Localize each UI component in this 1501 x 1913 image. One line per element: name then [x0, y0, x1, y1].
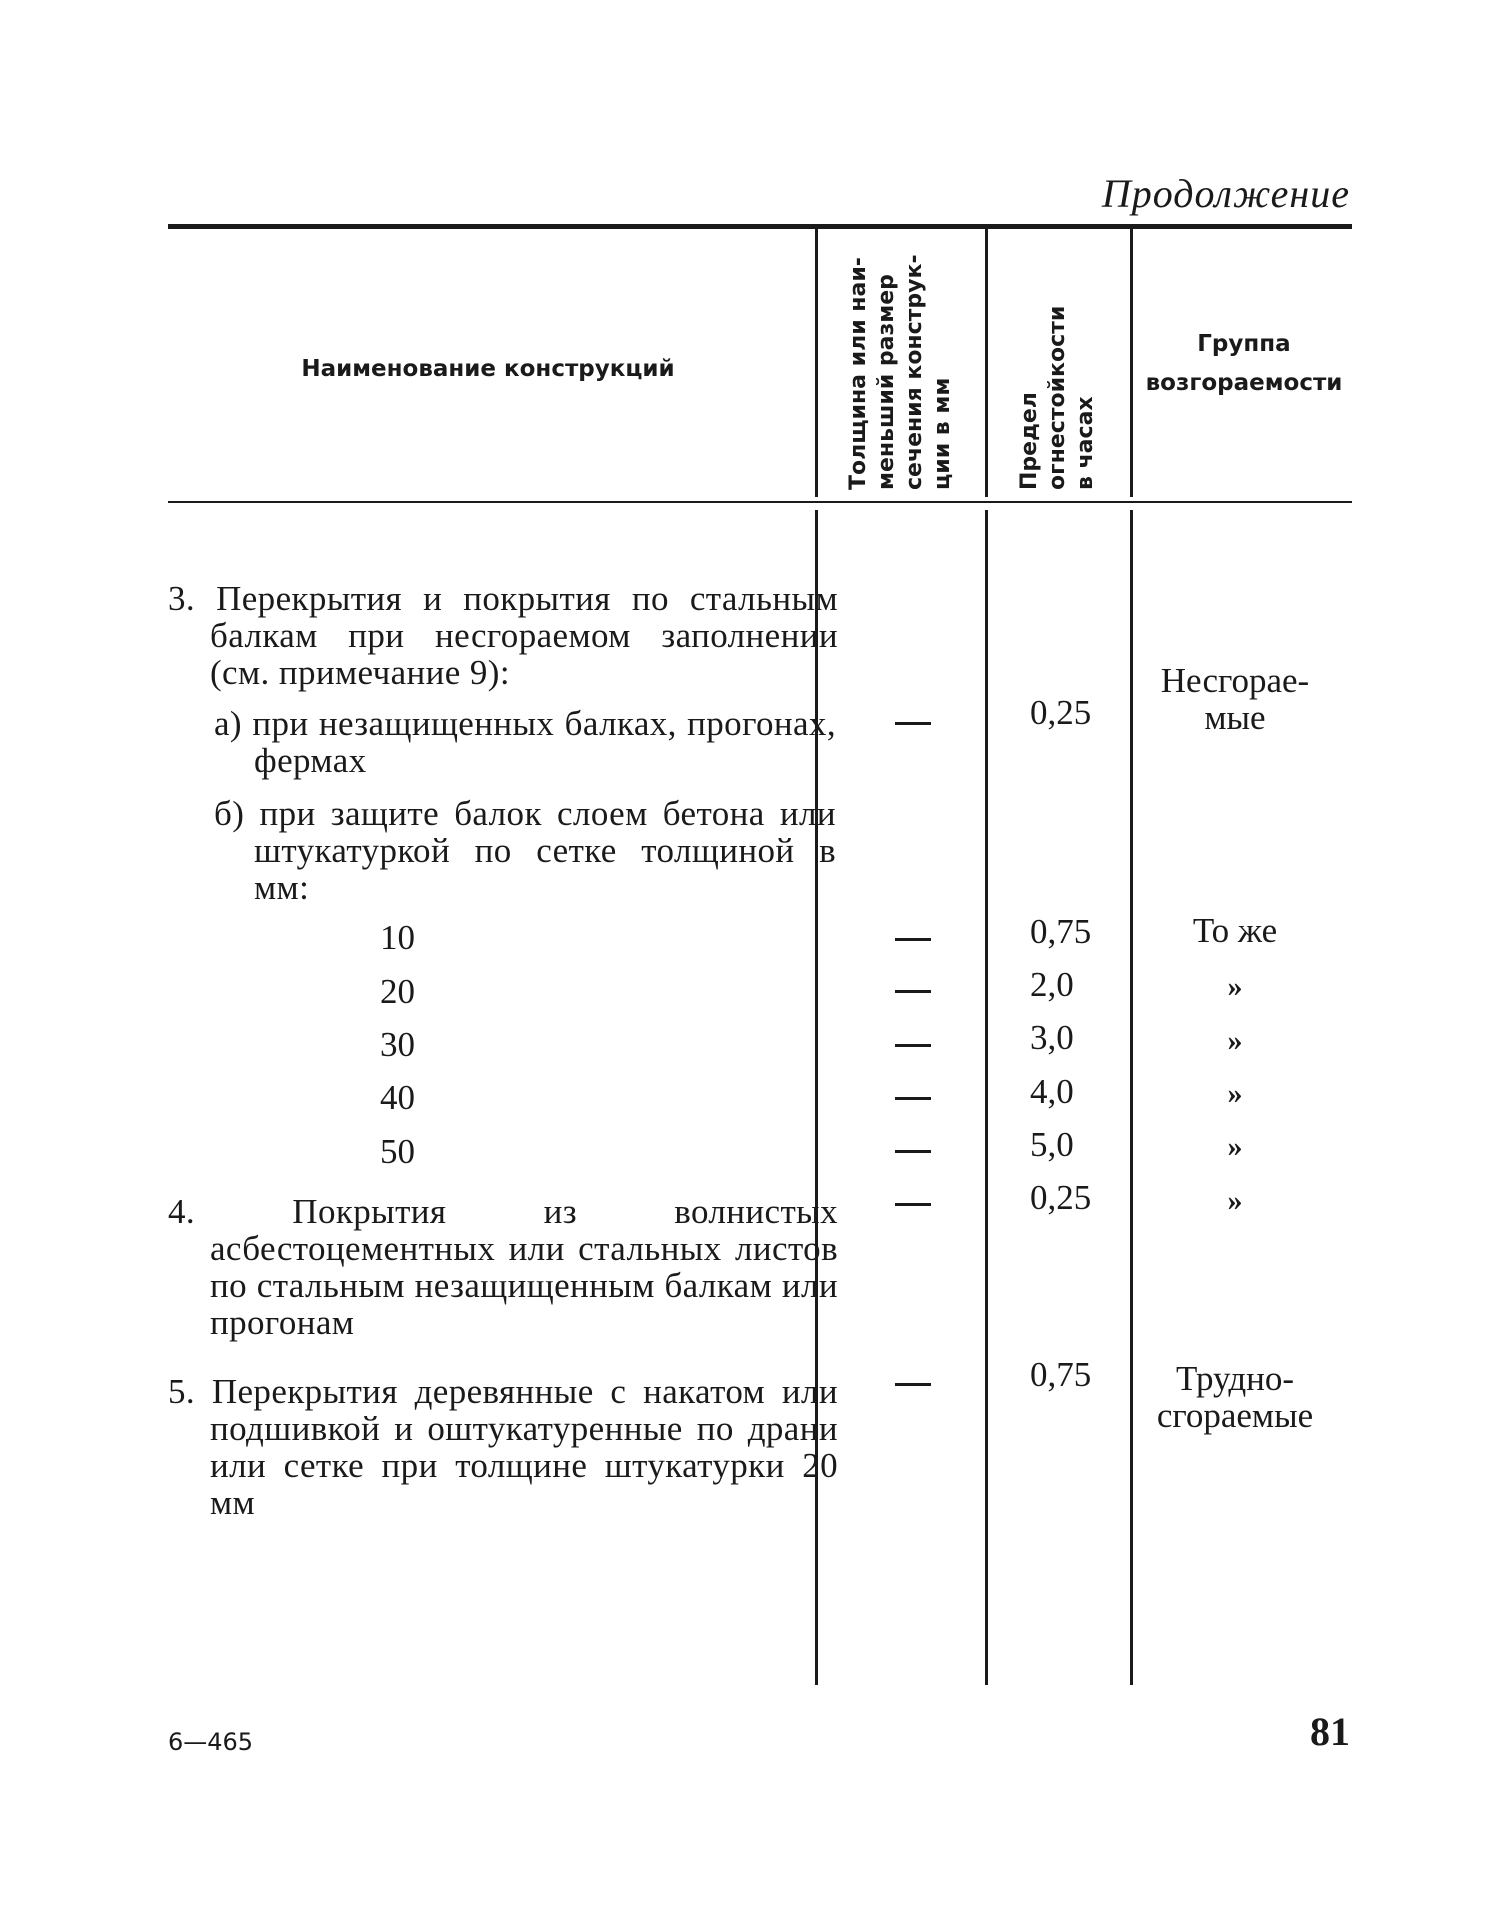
header-top-rule: [168, 224, 1352, 229]
table-row-20-value: 2,0: [1030, 965, 1074, 1004]
table-row-50-dash: [895, 1150, 931, 1153]
table-row-20-thickness: 20: [380, 972, 415, 1011]
item-5-dash: [895, 1383, 931, 1386]
header-thickness: Толщина или наи- меньший размер сечения конструк- ции в мм: [846, 254, 955, 490]
item-4-value: 0,25: [1030, 1178, 1092, 1217]
item-4-dash: [895, 1203, 931, 1206]
item-3a-dash: [895, 722, 931, 725]
item-4-group: »: [1227, 1184, 1243, 1217]
item-5-group: Трудно-сгораемые: [1156, 1359, 1314, 1435]
table-row-10-group: То же: [1192, 911, 1278, 950]
column-line-1-header: [815, 228, 818, 497]
item-5-value: 0,75: [1030, 1355, 1092, 1394]
table-row-40-value: 4,0: [1030, 1072, 1074, 1111]
item-3a-value: 0,25: [1030, 693, 1092, 732]
header-bottom-rule: [168, 501, 1352, 503]
column-line-2-header: [985, 228, 988, 497]
table-row-30-thickness: 30: [380, 1025, 415, 1064]
item-3b-text: б) при защите балок слоем бетона или штукатуркой по сетке толщиной в мм:: [214, 794, 836, 907]
item-3a-text: а) при незащищенных балках, прогонах, фермах: [214, 704, 836, 780]
header-name: Наименование конструкций: [301, 356, 675, 382]
table-row-20-group: »: [1227, 970, 1243, 1003]
table-row-10-thickness: 10: [380, 918, 415, 957]
item-3-group: Несгорае-мые: [1160, 661, 1310, 737]
column-line-3: [1130, 510, 1133, 1685]
table-row-20-dash: [895, 990, 931, 993]
table-row-30-dash: [895, 1044, 931, 1047]
column-line-2: [985, 510, 988, 1685]
table-row-40-dash: [895, 1097, 931, 1100]
page-number: 81: [1310, 1709, 1350, 1754]
header-group: Группа возгораемости: [1145, 331, 1343, 397]
table-row-10-dash: [895, 938, 931, 941]
table-row-10-value: 0,75: [1030, 912, 1092, 951]
item-3-text: 3. Перекрытия и покрытия по стальным балкам при несгораемом заполнении (см. примечание 9):: [168, 579, 838, 692]
table-row-30-value: 3,0: [1030, 1018, 1074, 1057]
table-row-50-group: »: [1227, 1130, 1243, 1163]
footer-signature: 6—465: [168, 1728, 254, 1756]
table-row-40-thickness: 40: [380, 1078, 415, 1117]
item-5-text: 5. Перекрытия деревянные с накатом или подшивкой и оштукатуренные по драни или сетке при толщине штукатурки 20 мм: [168, 1372, 838, 1522]
column-line-3-header: [1130, 228, 1133, 497]
header-fire-limit: Предел огнестойкости в часах: [1017, 305, 1098, 490]
table-row-50-thickness: 50: [380, 1132, 415, 1171]
table-row-50-value: 5,0: [1030, 1125, 1074, 1164]
continued-label: Продолжение: [1101, 171, 1350, 216]
table-row-40-group: »: [1227, 1077, 1243, 1110]
table-row-30-group: »: [1227, 1024, 1243, 1057]
item-4-text: 4. Покрытия из волнистых асбестоцементных или стальных листов по стальным незащищенным балкам или прогонам: [168, 1192, 838, 1342]
